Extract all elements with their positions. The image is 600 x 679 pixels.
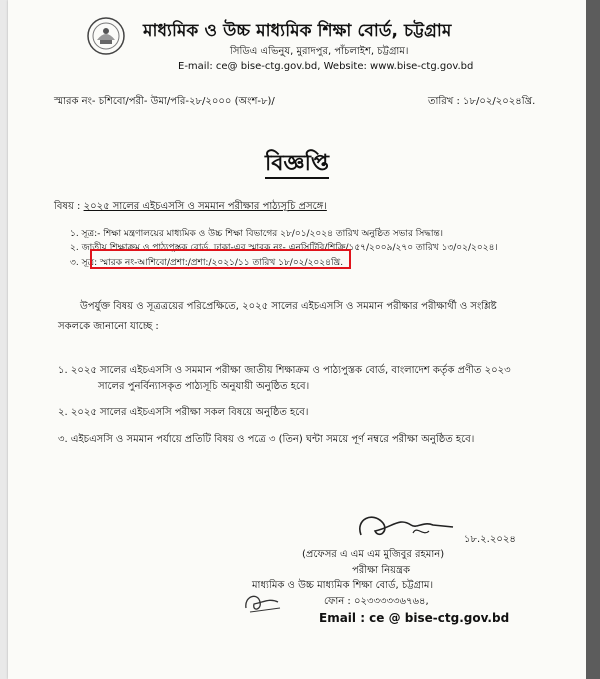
dark-edge bbox=[586, 0, 600, 679]
signature-mark bbox=[353, 505, 463, 547]
subject-label: বিষয় : bbox=[54, 201, 84, 212]
signatory-phone: ফোন : ০২৩৩৩৩৩৬৭৬৪, bbox=[324, 596, 429, 607]
point-item: ১. ২০২৫ সালের এইচএসসি ও সমমান পরীক্ষা জাতীয় শিক্ষাক্রম ও পাঠ্যপুস্তক বোর্ড, বাংলাদেশ কর্তৃক প্রণীত ২০২৩ bbox=[58, 365, 511, 376]
notice-page bbox=[8, 0, 586, 679]
signatory-name: (প্রফেসর এ এম এম মুজিবুর রহমান) bbox=[302, 549, 445, 560]
signatory-board: মাধ্যমিক ও উচ্চ মাধ্যমিক শিক্ষা বোর্ড, চট্টগ্রাম। bbox=[252, 580, 434, 591]
source-item: ২. জাতীয় শিক্ষাক্রম ও পাঠ্যপুস্তক বোর্ড, ঢাকা-এর স্মারক নং- এনসিটিবি/শিক্রি/১৫৭/২০০৯/২৭০ তারিখ ১৩/০২/২০২৪। bbox=[70, 243, 498, 253]
signature-date: ১৮.২.২০২৪ bbox=[464, 534, 516, 545]
source-item: ১. সূত্র:- শিক্ষা মন্ত্রণালয়ের মাধ্যমিক ও উচ্চ শিক্ষা বিভাগের ২৮/০১/২০২৪ তারিখ অনুষ্ঠিত সভার সিদ্ধান্ত। bbox=[70, 229, 443, 239]
body-paragraph-line: সকলকে জানানো যাচ্ছে : bbox=[58, 321, 159, 332]
initial-mark bbox=[240, 588, 286, 616]
memo-reference: স্মারক নং- চশিবো/পরী- উমা/পরি-২৮/২০০০ (অংশ-৮)/ bbox=[54, 96, 275, 107]
board-name: মাধ্যমিক ও উচ্চ মাধ্যমিক শিক্ষা বোর্ড, চট্টগ্রাম bbox=[143, 21, 452, 41]
board-logo-icon bbox=[86, 16, 126, 56]
signatory-email: Email : ce @ bise-ctg.gov.bd bbox=[319, 611, 510, 625]
point-item: ২. ২০২৫ সালের এইচএসসি পরীক্ষা সকল বিষয়ে অনুষ্ঠিত হবে। bbox=[58, 407, 309, 418]
point-item: ৩. এইচএসসি ও সমমান পর্যায়ে প্রতিটি বিষয় ও পত্রে ৩ (তিন) ঘন্টা সময়ে পূর্ণ নম্বরে পরীক্ষা অনুষ্ঠিত হবে। bbox=[58, 434, 475, 445]
board-address: সিডিএ এভিনু্য, মুরাদপুর, পাঁচলাইশ, চট্টগ্রাম। bbox=[230, 46, 409, 57]
highlight-box bbox=[90, 249, 351, 269]
signatory-title: পরীক্ষা নিয়ন্ত্রক bbox=[352, 565, 410, 576]
memo-date: তারিখ : ১৮/০২/২০২৪খ্রি. bbox=[428, 96, 536, 107]
point-item-continued: সালের পুনর্বিন্যাসকৃত পাঠ্যসূচি অনুযায়ী অনুষ্ঠিত হবে। bbox=[98, 381, 310, 392]
body-paragraph-line: উপর্যুক্ত বিষয় ও সূত্রত্রয়ের পরিপ্রেক্ষিতে, ২০২৫ সালের এইচএসসি ও সমমান পরীক্ষার পরীক্ষার্থী ও সংশ্লিষ্ট bbox=[80, 301, 497, 312]
board-contact: E-mail: ce@ bise-ctg.gov.bd, Website: www.bise-ctg.gov.bd bbox=[178, 61, 474, 72]
subject-line bbox=[54, 199, 327, 216]
notice-title: বিজ্ঞপ্তি bbox=[8, 146, 586, 183]
subject-text: ২০২৫ সালের এইচএসসি ও সমমান পরীক্ষার পাঠ্যসূচি প্রসঙ্গে। bbox=[83, 201, 327, 212]
source-item: ৩. সূত্র: স্মারক নং-আশিবো/প্রশা:/প্রশা:/২০২১/১১ তারিখ ১৮/০২/২০২৪খ্রি. bbox=[70, 258, 344, 268]
